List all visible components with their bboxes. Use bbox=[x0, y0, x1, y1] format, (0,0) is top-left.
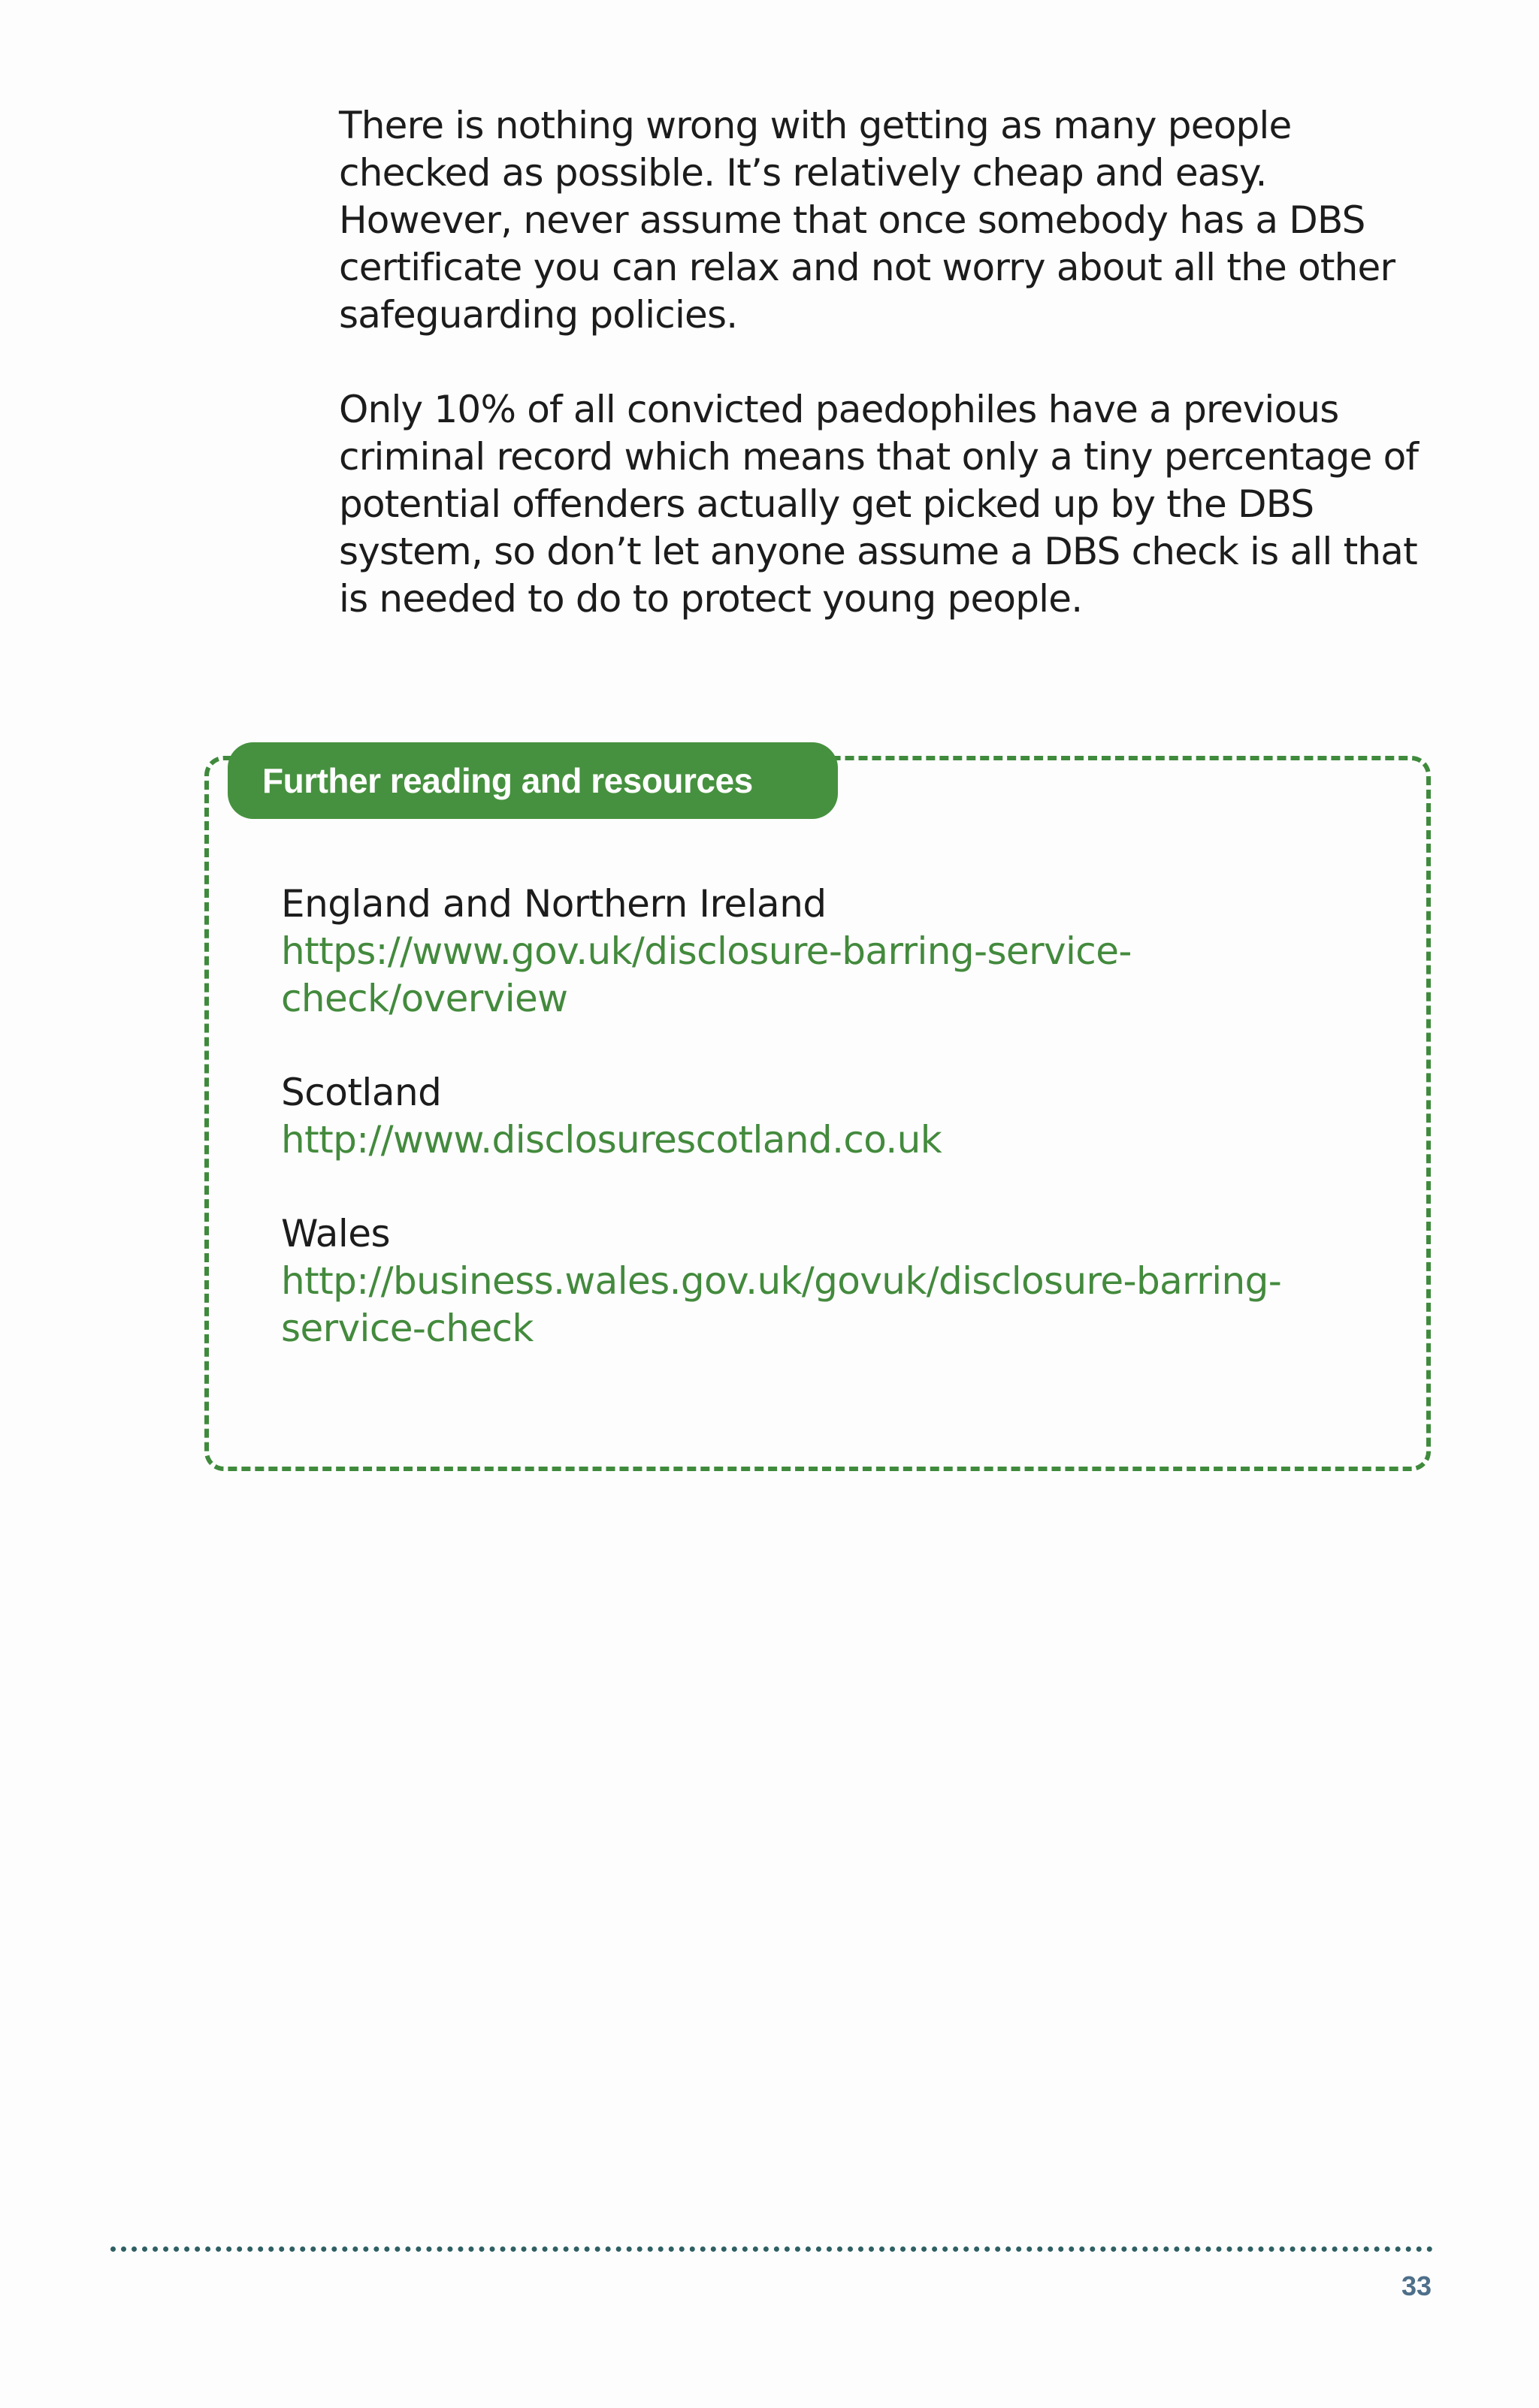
page-number: 33 bbox=[1401, 2271, 1432, 2301]
resource-link[interactable]: http://www.disclosurescotland.co.uk bbox=[281, 1118, 942, 1162]
resource-wales bbox=[281, 1210, 1386, 1352]
body-text bbox=[339, 102, 1436, 670]
footer-divider bbox=[110, 2246, 1433, 2252]
resources-heading: Further reading and resources bbox=[228, 742, 838, 819]
resource-region: England and Northern Ireland bbox=[281, 882, 827, 926]
resource-scotland bbox=[281, 1069, 1386, 1164]
resources-list bbox=[281, 881, 1386, 1399]
resource-region: Scotland bbox=[281, 1071, 442, 1114]
resource-region: Wales bbox=[281, 1212, 391, 1255]
resource-england-ni bbox=[281, 881, 1386, 1023]
resource-link[interactable]: https://www.gov.uk/disclosure-barring-service-check/overview bbox=[281, 929, 1132, 1020]
resource-link[interactable]: http://business.wales.gov.uk/govuk/disclosure-barring-service-check bbox=[281, 1259, 1282, 1350]
statistics-paragraph: Only 10% of all convicted paedophiles have a previous criminal record which means that only a tiny percentage of potential offenders actually get picked up by the DBS system, so don’t let anyone assume a DBS check is all that is needed to do to protect young people. bbox=[339, 388, 1419, 621]
intro-paragraph: There is nothing wrong with getting as many people checked as possible. It’s relatively cheap and easy. However, never assume that once somebody has a DBS certificate you can relax and not worry about all the other safeguarding policies. bbox=[339, 104, 1395, 337]
